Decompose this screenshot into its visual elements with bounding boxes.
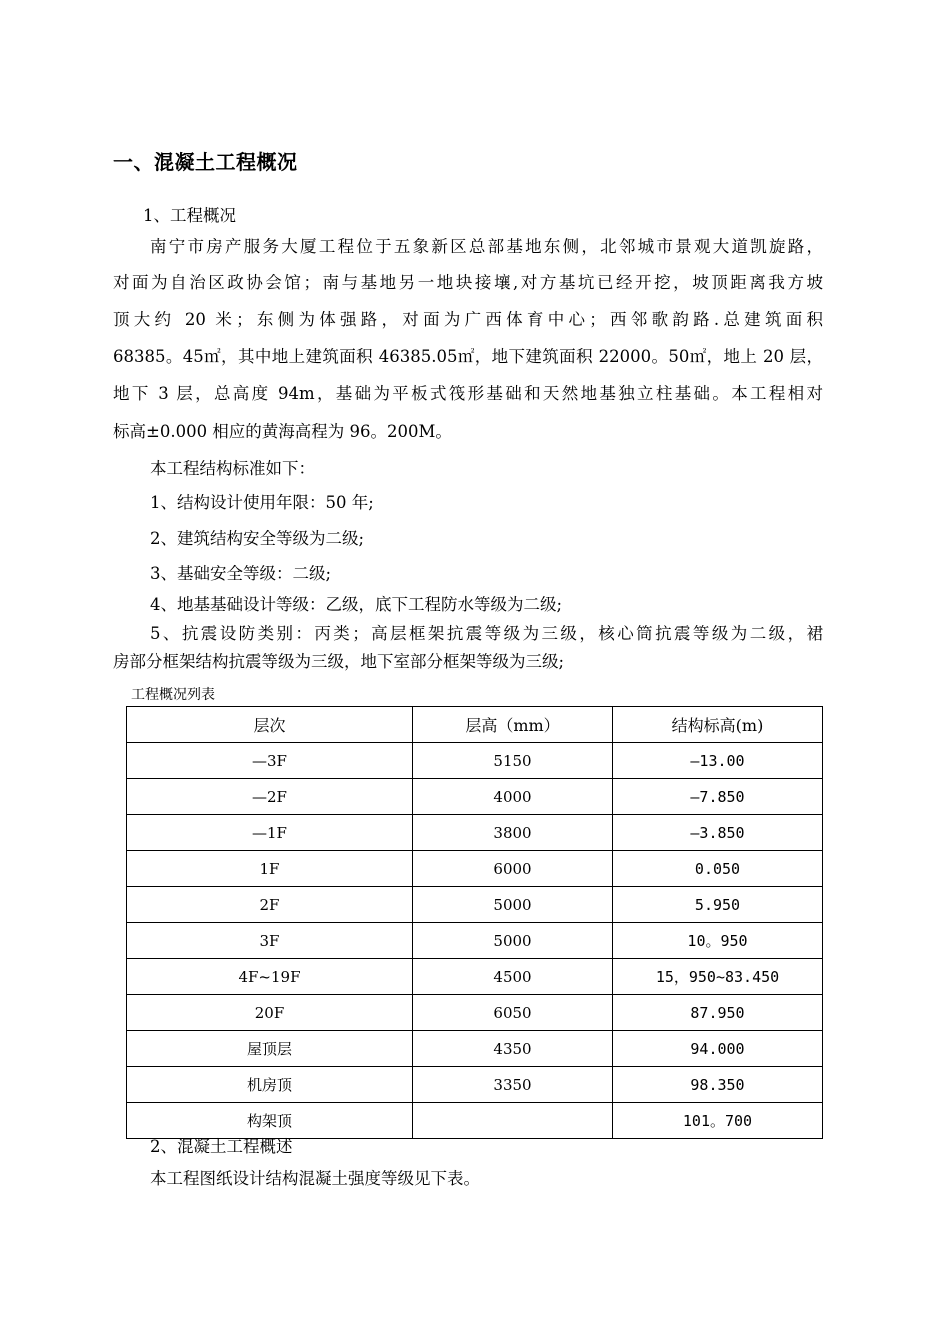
subsection-title: 2、混凝土工程概述 bbox=[150, 1137, 293, 1156]
table-row bbox=[127, 959, 823, 995]
standard-item: 1、结构设计使用年限：50 年; bbox=[150, 493, 374, 512]
standard-item: 房部分框架结构抗震等级为三级，地下室部分框架等级为三级; bbox=[113, 652, 565, 671]
table-header-row bbox=[127, 707, 823, 743]
table-cell: 构架顶 bbox=[127, 1103, 413, 1139]
table-cell bbox=[413, 1103, 613, 1139]
table-cell: 5000 bbox=[413, 887, 613, 923]
table-row bbox=[127, 851, 823, 887]
table-cell: —2F bbox=[127, 779, 413, 815]
paragraph-line: 顶大约 20 米；东侧为体强路，对面为广西体育中心；西邻歌韵路.总建筑面积 bbox=[113, 310, 823, 329]
table-cell: 20F bbox=[127, 995, 413, 1031]
table-cell: 6050 bbox=[413, 995, 613, 1031]
paragraph-line: 对面为自治区政协会馆；南与基地另一地块接壤,对方基坑已经开挖，坡顶距离我方坡 bbox=[113, 273, 823, 292]
header-cell: 层高（mm） bbox=[413, 707, 613, 743]
table-row bbox=[127, 887, 823, 923]
standard-item: 4、地基基础设计等级：乙级，底下工程防水等级为二级; bbox=[150, 595, 563, 614]
table-cell: 0.050 bbox=[613, 851, 823, 887]
section-heading: 一、混凝土工程概况 bbox=[113, 150, 298, 174]
table-row bbox=[127, 923, 823, 959]
table-cell: 15，950~83.450 bbox=[613, 959, 823, 995]
table-cell: —3.850 bbox=[613, 815, 823, 851]
standard-item: 2、建筑结构安全等级为二级; bbox=[150, 529, 365, 548]
table-cell: —3F bbox=[127, 743, 413, 779]
table-row bbox=[127, 779, 823, 815]
table-cell: 94.000 bbox=[613, 1031, 823, 1067]
table-cell: 98.350 bbox=[613, 1067, 823, 1103]
subsection-title: 1、工程概况 bbox=[143, 206, 236, 225]
table-cell: 101。700 bbox=[613, 1103, 823, 1139]
table-cell: 屋顶层 bbox=[127, 1031, 413, 1067]
table-cell: —13.00 bbox=[613, 743, 823, 779]
table-cell: 87.950 bbox=[613, 995, 823, 1031]
table-row bbox=[127, 1067, 823, 1103]
table-cell: 10。950 bbox=[613, 923, 823, 959]
table-row bbox=[127, 1103, 823, 1139]
table-cell: 4500 bbox=[413, 959, 613, 995]
header-cell: 层次 bbox=[127, 707, 413, 743]
standards-intro: 本工程结构标准如下： bbox=[150, 459, 315, 478]
table-cell: 2F bbox=[127, 887, 413, 923]
header-cell: 结构标高(m) bbox=[613, 707, 823, 743]
table-cell: 3F bbox=[127, 923, 413, 959]
table-cell: 机房顶 bbox=[127, 1067, 413, 1103]
table-cell: 5150 bbox=[413, 743, 613, 779]
paragraph-line: 68385。45㎡，其中地上建筑面积 46385.05㎡，地下建筑面积 22000。50㎡，地上 20 层， bbox=[113, 347, 823, 366]
table-cell: 4350 bbox=[413, 1031, 613, 1067]
table-cell: —7.850 bbox=[613, 779, 823, 815]
paragraph-line: 本工程图纸设计结构混凝土强度等级见下表。 bbox=[150, 1169, 480, 1188]
paragraph-line: 南宁市房产服务大厦工程位于五象新区总部基地东侧，北邻城市景观大道凯旋路， bbox=[150, 237, 823, 256]
table-cell: 5000 bbox=[413, 923, 613, 959]
paragraph-line: 标高±0.000 相应的黄海高程为 96。200M。 bbox=[113, 422, 452, 441]
paragraph-line: 地下 3 层，总高度 94m，基础为平板式筏形基础和天然地基独立柱基础。本工程相对 bbox=[113, 384, 823, 403]
standard-item: 3、基础安全等级：二级; bbox=[150, 564, 332, 583]
table-cell: 3800 bbox=[413, 815, 613, 851]
table-row bbox=[127, 743, 823, 779]
table-row bbox=[127, 995, 823, 1031]
floor-table bbox=[126, 706, 823, 1139]
standard-item: 5、抗震设防类别：丙类；高层框架抗震等级为三级，核心筒抗震等级为二级，裙 bbox=[150, 624, 823, 643]
table-cell: 6000 bbox=[413, 851, 613, 887]
table-cell: 5.950 bbox=[613, 887, 823, 923]
table-cell: 4000 bbox=[413, 779, 613, 815]
table-row bbox=[127, 815, 823, 851]
table-cell: 1F bbox=[127, 851, 413, 887]
table-caption: 工程概况列表 bbox=[131, 687, 215, 703]
table-row bbox=[127, 1031, 823, 1067]
table-cell: —1F bbox=[127, 815, 413, 851]
table-cell: 4F~19F bbox=[127, 959, 413, 995]
table-cell: 3350 bbox=[413, 1067, 613, 1103]
